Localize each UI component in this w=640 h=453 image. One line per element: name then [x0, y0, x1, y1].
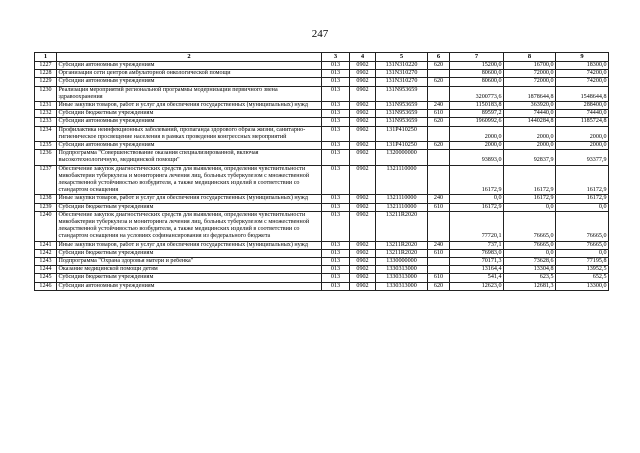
col-amount-year2: 13304,8: [504, 266, 556, 274]
col-target-article: 1330313000: [376, 274, 428, 282]
col-ministry: 013: [322, 150, 350, 165]
row-number: 1235: [35, 142, 57, 150]
col-amount-year3: 76665,0: [556, 211, 609, 241]
table-row: [35, 203, 609, 211]
col-target-article: 1330313000: [376, 282, 428, 290]
row-number: 1232: [35, 110, 57, 118]
header-cell: 5: [376, 53, 428, 62]
col-amount-year2: 16172,9: [504, 165, 556, 195]
row-number: 1246: [35, 282, 57, 290]
col-ministry: 013: [322, 211, 350, 241]
header-cell: 8: [504, 53, 556, 62]
col-target-article: 13211R2020: [376, 241, 428, 249]
table-row: [35, 195, 609, 203]
table-row: [35, 78, 609, 86]
col-amount-year2: 0,0: [504, 249, 556, 257]
col-target-article: 131N953659: [376, 110, 428, 118]
col-expense-type: [428, 266, 450, 274]
col-section: 0902: [350, 266, 376, 274]
col-ministry: 013: [322, 126, 350, 141]
row-name: Субсидии автономным учреждениям: [57, 118, 322, 126]
col-amount-year3: 74200,0: [556, 70, 609, 78]
col-amount-year3: 76665,0: [556, 241, 609, 249]
col-amount-year3: 74200,0: [556, 78, 609, 86]
col-target-article: 131N953659: [376, 118, 428, 126]
col-expense-type: 240: [428, 241, 450, 249]
col-amount-year2: 72000,0: [504, 70, 556, 78]
table-row: [35, 274, 609, 282]
table-row: [35, 142, 609, 150]
col-amount-year3: 93377,9: [556, 150, 609, 165]
col-amount-year3: 652,5: [556, 274, 609, 282]
col-amount-year2: 76665,0: [504, 211, 556, 241]
col-amount-year3: 0,0: [556, 249, 609, 257]
col-amount-year1: 70171,3: [450, 258, 504, 266]
col-amount-year1: 93893,0: [450, 150, 504, 165]
col-amount-year3: 77195,8: [556, 258, 609, 266]
row-name: Субсидии автономным учреждениям: [57, 78, 322, 86]
col-amount-year3: 13300,0: [556, 282, 609, 290]
row-number: 1238: [35, 195, 57, 203]
col-amount-year2: 76665,0: [504, 241, 556, 249]
col-expense-type: 620: [428, 142, 450, 150]
col-amount-year1: 80600,0: [450, 70, 504, 78]
col-target-article: 131N953659: [376, 86, 428, 101]
col-amount-year2: 72000,0: [504, 78, 556, 86]
row-name: Подпрограмма "Совершенствование оказания специализированной, включая высокотехнологичную, медицинской помощи": [57, 150, 322, 165]
col-ministry: 013: [322, 70, 350, 78]
col-target-article: 1320000000: [376, 150, 428, 165]
col-amount-year2: 12681,3: [504, 282, 556, 290]
col-ministry: 013: [322, 241, 350, 249]
col-section: 0902: [350, 118, 376, 126]
col-section: 0902: [350, 203, 376, 211]
col-expense-type: [428, 70, 450, 78]
row-number: 1244: [35, 266, 57, 274]
col-amount-year2: 73628,6: [504, 258, 556, 266]
col-amount-year1: 77720,1: [450, 211, 504, 241]
row-name: Субсидии автономным учреждениям: [57, 142, 322, 150]
col-section: 0902: [350, 126, 376, 141]
col-section: 0902: [350, 195, 376, 203]
row-name: Субсидии автономным учреждениям: [57, 282, 322, 290]
col-ministry: 013: [322, 110, 350, 118]
row-name: Реализация мероприятий региональной программы модернизации первичного звена здравоохранения: [57, 86, 322, 101]
row-name: Субсидии бюджетным учреждениям: [57, 110, 322, 118]
col-amount-year1: 89597,2: [450, 110, 504, 118]
col-amount-year2: 74440,0: [504, 110, 556, 118]
col-amount-year2: 623,5: [504, 274, 556, 282]
table-row: [35, 150, 609, 165]
col-amount-year3: 18300,0: [556, 62, 609, 70]
col-section: 0902: [350, 249, 376, 257]
col-expense-type: 620: [428, 78, 450, 86]
table-row: [35, 70, 609, 78]
col-amount-year1: 80600,0: [450, 78, 504, 86]
col-expense-type: [428, 150, 450, 165]
col-amount-year1: 3200773,6: [450, 86, 504, 101]
col-section: 0902: [350, 86, 376, 101]
col-target-article: 1321110000: [376, 203, 428, 211]
col-expense-type: 610: [428, 110, 450, 118]
col-amount-year1: 12623,0: [450, 282, 504, 290]
col-amount-year2: 363920,0: [504, 102, 556, 110]
col-target-article: 13211R2020: [376, 249, 428, 257]
row-number: 1239: [35, 203, 57, 211]
col-expense-type: 610: [428, 249, 450, 257]
col-ministry: 013: [322, 102, 350, 110]
col-expense-type: [428, 86, 450, 101]
col-amount-year2: 0,0: [504, 203, 556, 211]
header-cell: 3: [322, 53, 350, 62]
col-ministry: 013: [322, 142, 350, 150]
col-amount-year3: 74440,0: [556, 110, 609, 118]
row-number: 1228: [35, 70, 57, 78]
header-row: [35, 53, 609, 62]
col-amount-year1: 13164,4: [450, 266, 504, 274]
row-name: Обеспечение закупок диагностических средств для выявления, определения чувствительности микобактерии туберкулеза и мониторинга лечения лиц, больных туберкулезом с множественной лекарственной устойчивостью возбудителя, а также медицинских изделий в соответствии со стандартом оснащения: [57, 165, 322, 195]
col-expense-type: 240: [428, 102, 450, 110]
col-section: 0902: [350, 102, 376, 110]
col-expense-type: [428, 165, 450, 195]
col-target-article: 1321110000: [376, 165, 428, 195]
col-section: 0902: [350, 274, 376, 282]
col-ministry: 013: [322, 86, 350, 101]
col-target-article: 131P410250: [376, 142, 428, 150]
table-row: [35, 165, 609, 195]
table-row: [35, 102, 609, 110]
col-target-article: 1330000000: [376, 258, 428, 266]
row-name: Иные закупки товаров, работ и услуг для обеспечения государственных (муниципальных) нужд: [57, 195, 322, 203]
header-cell: 7: [450, 53, 504, 62]
row-name: Субсидии бюджетным учреждениям: [57, 274, 322, 282]
col-expense-type: 240: [428, 195, 450, 203]
table-row: [35, 126, 609, 141]
col-amount-year3: 2000,0: [556, 142, 609, 150]
row-number: 1230: [35, 86, 57, 101]
row-name: Профилактика неинфекционных заболеваний, пропаганда здорового образа жизни, санитарно-гигиеническое просвещение населения в рамках проведения конгрессных мероприятий: [57, 126, 322, 141]
row-name: Организация сети центров амбулаторной онкологической помощи: [57, 70, 322, 78]
col-section: 0902: [350, 282, 376, 290]
col-target-article: 131N310220: [376, 62, 428, 70]
col-amount-year2: 16172,9: [504, 195, 556, 203]
col-target-article: 1330313000: [376, 266, 428, 274]
row-name: Субсидии бюджетным учреждениям: [57, 203, 322, 211]
col-expense-type: 610: [428, 203, 450, 211]
col-ministry: 013: [322, 282, 350, 290]
col-amount-year2: 1878644,8: [504, 86, 556, 101]
row-name: Субсидии автономным учреждениям: [57, 62, 322, 70]
col-expense-type: 620: [428, 62, 450, 70]
col-amount-year1: 15200,0: [450, 62, 504, 70]
col-amount-year3: 16172,9: [556, 165, 609, 195]
col-ministry: 013: [322, 274, 350, 282]
row-name: Иные закупки товаров, работ и услуг для обеспечения государственных (муниципальных) нужд: [57, 102, 322, 110]
row-number: 1241: [35, 241, 57, 249]
col-amount-year1: 0,0: [450, 195, 504, 203]
col-section: 0902: [350, 142, 376, 150]
header-cell: 9: [556, 53, 609, 62]
col-amount-year3: 288400,0: [556, 102, 609, 110]
row-name: Обеспечение закупок диагностических средств для выявления, определения чувствительности микобактерии туберкулеза и мониторинга лечения лиц, больных туберкулезом с множественной лекарственной устойчивостью возбудителя, а также медицинских изделий в соответствии со стандартом оснащения на условиях софинансирования из федерального бюджета: [57, 211, 322, 241]
col-amount-year1: 737,1: [450, 241, 504, 249]
col-amount-year2: 92837,9: [504, 150, 556, 165]
row-number: 1231: [35, 102, 57, 110]
col-target-article: 1321110000: [376, 195, 428, 203]
col-target-article: 131N953659: [376, 102, 428, 110]
col-section: 0902: [350, 165, 376, 195]
col-amount-year3: 2000,0: [556, 126, 609, 141]
col-amount-year1: 2000,0: [450, 126, 504, 141]
table-row: [35, 86, 609, 101]
header-cell: 4: [350, 53, 376, 62]
table-row: [35, 110, 609, 118]
col-amount-year2: 2000,0: [504, 126, 556, 141]
col-target-article: 13211R2020: [376, 211, 428, 241]
col-amount-year2: 1440284,8: [504, 118, 556, 126]
col-ministry: 013: [322, 118, 350, 126]
col-section: 0902: [350, 62, 376, 70]
col-target-article: 131P410250: [376, 126, 428, 141]
col-section: 0902: [350, 241, 376, 249]
col-amount-year3: 13952,5: [556, 266, 609, 274]
col-amount-year3: 1185724,8: [556, 118, 609, 126]
header-cell: 1: [35, 53, 57, 62]
col-section: 0902: [350, 78, 376, 86]
col-amount-year1: 1960992,6: [450, 118, 504, 126]
col-ministry: 013: [322, 249, 350, 257]
col-expense-type: 610: [428, 274, 450, 282]
page-number: 247: [311, 28, 329, 40]
col-section: 0902: [350, 70, 376, 78]
col-amount-year1: 541,4: [450, 274, 504, 282]
table-row: [35, 241, 609, 249]
table-row: [35, 249, 609, 257]
col-section: 0902: [350, 211, 376, 241]
col-amount-year3: 0,0: [556, 203, 609, 211]
row-number: 1240: [35, 211, 57, 241]
col-section: 0902: [350, 110, 376, 118]
header-cell: 6: [428, 53, 450, 62]
col-expense-type: 620: [428, 118, 450, 126]
header-cell: 2: [57, 53, 322, 62]
col-ministry: 013: [322, 195, 350, 203]
col-amount-year2: 16700,0: [504, 62, 556, 70]
col-section: 0902: [350, 258, 376, 266]
col-expense-type: [428, 258, 450, 266]
col-amount-year3: 1548644,8: [556, 86, 609, 101]
table-row: [35, 211, 609, 241]
table-row: [35, 62, 609, 70]
col-section: 0902: [350, 150, 376, 165]
row-number: 1245: [35, 274, 57, 282]
row-name: Оказание медицинской помощи детям: [57, 266, 322, 274]
col-ministry: 013: [322, 165, 350, 195]
col-target-article: 131N310270: [376, 78, 428, 86]
row-name: Субсидии бюджетным учреждениям: [57, 249, 322, 257]
row-number: 1237: [35, 165, 57, 195]
table-row: [35, 282, 609, 290]
col-expense-type: 620: [428, 282, 450, 290]
table-row: [35, 258, 609, 266]
table-row: [35, 118, 609, 126]
row-number: 1243: [35, 258, 57, 266]
row-number: 1242: [35, 249, 57, 257]
col-amount-year1: 16172,9: [450, 203, 504, 211]
row-name: Иные закупки товаров, работ и услуг для обеспечения государственных (муниципальных) нужд: [57, 241, 322, 249]
row-number: 1233: [35, 118, 57, 126]
col-ministry: 013: [322, 78, 350, 86]
col-amount-year2: 2000,0: [504, 142, 556, 150]
budget-table: [34, 52, 609, 291]
col-ministry: 013: [322, 266, 350, 274]
col-expense-type: [428, 126, 450, 141]
col-amount-year1: 16172,9: [450, 165, 504, 195]
row-number: 1234: [35, 126, 57, 141]
col-amount-year1: 2000,0: [450, 142, 504, 150]
row-number: 1227: [35, 62, 57, 70]
row-number: 1229: [35, 78, 57, 86]
col-amount-year1: 1150183,8: [450, 102, 504, 110]
table-row: [35, 266, 609, 274]
col-amount-year3: 16172,9: [556, 195, 609, 203]
col-expense-type: [428, 211, 450, 241]
col-ministry: 013: [322, 203, 350, 211]
row-number: 1236: [35, 150, 57, 165]
col-ministry: 013: [322, 62, 350, 70]
col-target-article: 131N310270: [376, 70, 428, 78]
col-ministry: 013: [322, 258, 350, 266]
col-amount-year1: 76983,0: [450, 249, 504, 257]
row-name: Подпрограмма "Охрана здоровья матери и ребенка": [57, 258, 322, 266]
